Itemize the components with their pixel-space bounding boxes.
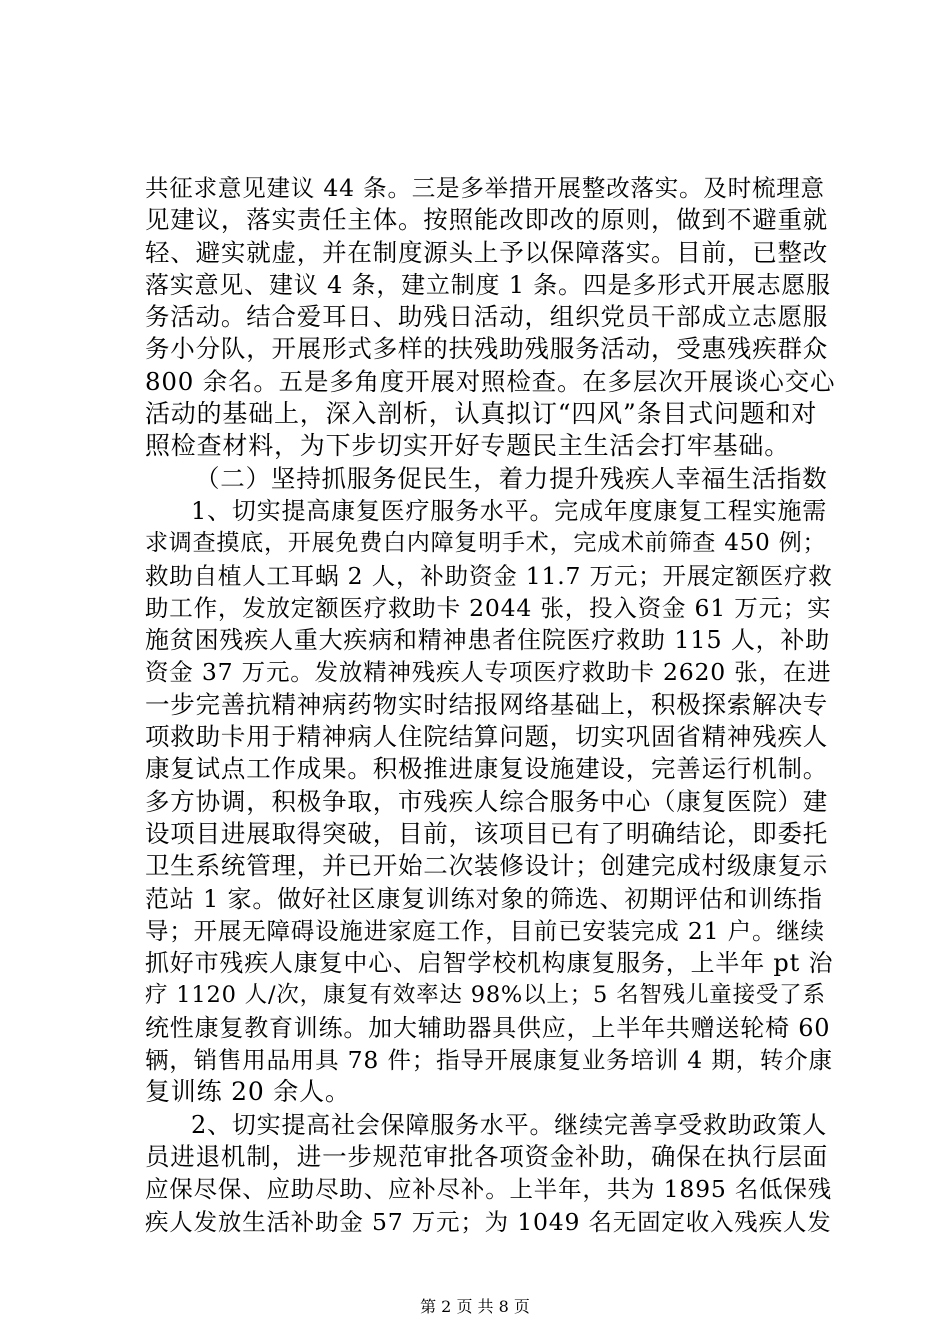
page-footer: [0, 1297, 950, 1317]
text-line: 助工作，发放定额医疗救助卡 2044 张，投入资金 61 万元；实: [145, 593, 832, 622]
text-line: 见建议，落实责任主体。按照能改即改的原则，做到不避重就: [145, 205, 829, 235]
text-line: 员进退机制，进一步规范审批各项资金补助，确保在执行层面: [145, 1141, 829, 1171]
text-line: 务活动。结合爱耳日、助残日活动，组织党员干部成立志愿服: [145, 302, 829, 332]
paragraph-first-line: 1、切实提高康复医疗服务水平。完成年度康复工程实施需: [191, 496, 828, 525]
text-line: 一步完善抗精神病药物实时结报网络基础上，积极探索解决专: [145, 689, 829, 719]
text-line: 共征求意见建议 44 条。三是多举措开展整改落实。及时梳理意: [145, 174, 825, 202]
text-line: 多方协调，积极争取，市残疾人综合服务中心（康复医院）建: [145, 786, 829, 816]
page-number: 第 2 页 共 8 页: [420, 1297, 530, 1316]
text-line: 800 余名。五是多角度开展对照检查。在多层次开展谈心交心: [145, 366, 836, 396]
text-line: 抓好市残疾人康复中心、启智学校机构康复服务，上半年 pt 治: [145, 949, 834, 978]
text-line: 导；开展无障碍设施进家庭工作，目前已安装完成 21 户。继续: [145, 916, 825, 945]
text-line: 轻、避实就虚，并在制度源头上予以保障落实。目前，已整改: [145, 237, 829, 267]
text-line: 卫生系统管理，并已开始二次装修设计；创建完成村级康复示: [145, 851, 829, 881]
text-line: 疾人发放生活补助金 57 万元；为 1049 名无固定收入残疾人发: [145, 1207, 832, 1236]
text-line: 范站 1 家。做好社区康复训练对象的筛选、初期评估和训练指: [145, 884, 823, 913]
document-body: [145, 172, 835, 1238]
text-line: 统性康复教育训练。加大辅助器具供应，上半年共赠送轮椅 60: [145, 1013, 831, 1042]
text-line: 资金 37 万元。发放精神残疾人专项医疗救助卡 2620 张，在进: [145, 658, 832, 687]
text-line: 求调查摸底，开展免费白内障复明手术，完成术前筛查 450 例；: [145, 530, 827, 557]
text-line: 复训练 20 余人。: [145, 1077, 351, 1107]
text-line: 落实意见、建议 4 条，建立制度 1 条。四是多形式开展志愿服: [145, 270, 831, 299]
text-line: 辆，销售用品用具 78 件；指导开展康复业务培训 4 期，转介康: [145, 1046, 833, 1075]
text-line: 应保尽保、应助尽助、应补尽补。上半年，共为 1895 名低保残: [145, 1175, 833, 1204]
text-line: 疗 1120 人/次，康复有效率达 98%以上；5 名智残儿童接受了系: [145, 982, 826, 1009]
text-line: 照检查材料，为下步切实开好专题民主生活会打牢基础。: [145, 431, 791, 461]
text-line: 活动的基础上，深入剖析，认真拟订“四风”条目式问题和对: [145, 399, 818, 429]
section-heading: （二）坚持抓服务促民生，着力提升残疾人幸福生活指数: [195, 463, 828, 493]
text-line: 救助自植人工耳蜗 2 人，补助资金 11.7 万元；开展定额医疗救: [145, 561, 833, 590]
text-line: 设项目进展取得突破，目前，该项目已有了明确结论，即委托: [145, 818, 829, 848]
text-line: 务小分队，开展形式多样的扶残助残服务活动，受惠残疾群众: [145, 334, 829, 364]
text-line: 康复试点工作成果。积极推进康复设施建设，完善运行机制。: [145, 754, 829, 784]
paragraph-first-line: 2、切实提高社会保障服务水平。继续完善享受救助政策人: [191, 1110, 828, 1139]
text-line: 项救助卡用于精神病人住院结算问题，切实巩固省精神残疾人: [145, 722, 829, 752]
text-line: 施贫困残疾人重大疾病和精神患者住院医疗救助 115 人，补助: [145, 626, 831, 655]
